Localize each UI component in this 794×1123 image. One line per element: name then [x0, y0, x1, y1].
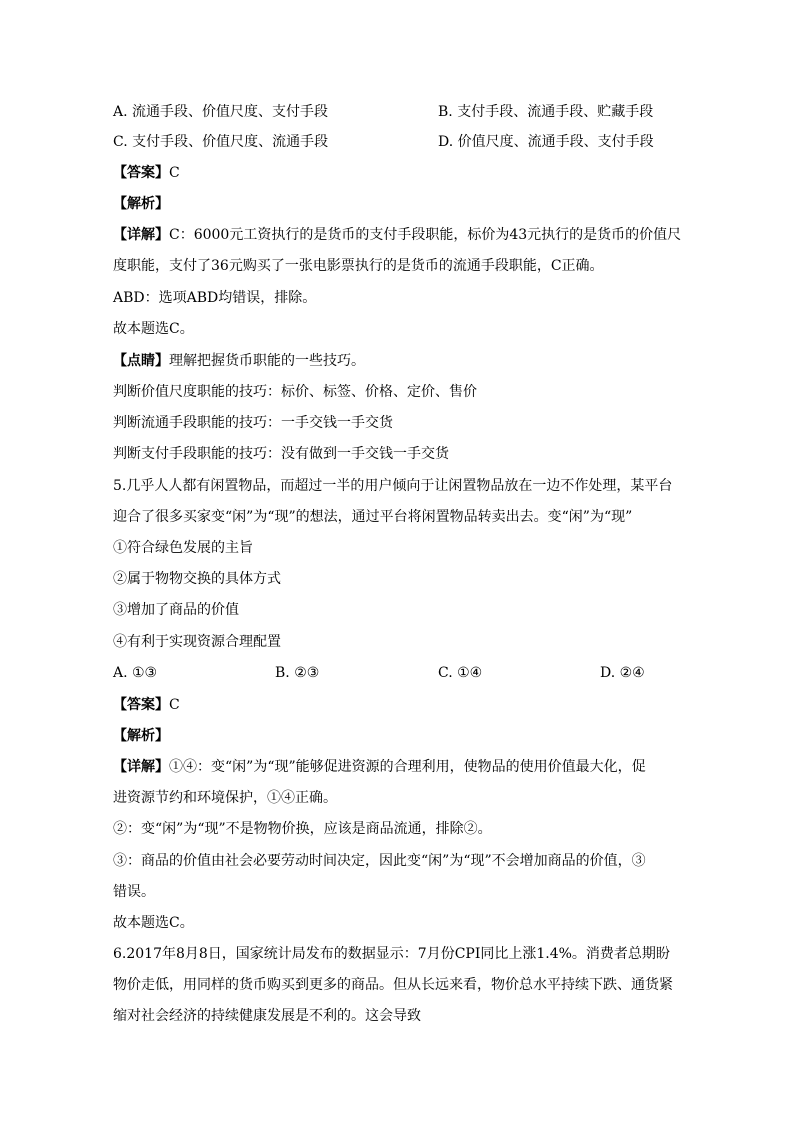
q5-detail-1 — [113, 757, 684, 777]
q4-answer-label: 【答案】 — [113, 165, 169, 181]
q6-stem-2: 物价走低，用同样的货币购买到更多的商品。但从长远来看，物价总水平持续下跌、通货紧 — [113, 977, 673, 993]
q5-answer-label: 【答案】 — [113, 697, 169, 713]
q4-detail-label: 【详解】 — [113, 227, 169, 243]
q4-tip-2: 判断价值尺度职能的技巧：标价、标签、价格、定价、售价 — [113, 384, 477, 400]
q5-analysis-label: 【解析】 — [113, 728, 169, 744]
q5-option-d: D. ②④ — [600, 665, 645, 681]
q4-option-a: A. 流通手段、价值尺度、支付手段 — [113, 104, 329, 120]
q4-option-b: B. 支付手段、流通手段、贮藏手段 — [438, 104, 654, 120]
q4-options-row-2 — [113, 132, 684, 152]
q5-stem-1: 5.几乎人人都有闲置物品，而超过一半的用户倾向于让闲置物品放在一边不作处理，某平台 — [113, 478, 673, 494]
q4-tip-3: 判断流通手段职能的技巧：一手交钱一手交货 — [113, 415, 393, 431]
q4-answer — [113, 163, 684, 183]
q5-answer-value: C — [169, 697, 180, 713]
q4-conclusion: 故本题选C。 — [113, 321, 194, 337]
q4-detail-2: 度职能，支付了36元购买了一张电影票执行的是货币的流通手段职能，C正确。 — [113, 258, 604, 274]
q6-stem-3: 缩对社会经济的持续健康发展是不利的。这会导致 — [113, 1008, 421, 1024]
q4-options-row-1 — [113, 102, 684, 122]
q4-detail-text-1: C：6000元工资执行的是货币的支付手段职能，标价为43元执行的是货币的价值尺 — [169, 227, 682, 243]
q5-detail-5: 错误。 — [113, 884, 155, 900]
q5-detail-3: ②：变“闲”为“现”不是物物价换，应该是商品流通，排除②。 — [113, 821, 492, 837]
q5-stem-2: 迎合了很多买家变“闲”为“现”的想法，通过平台将闲置物品转卖出去。变“闲”为“现” — [113, 509, 633, 525]
q5-statement-2: ②属于物物交换的具体方式 — [113, 571, 281, 587]
q4-tip-text: 理解把握货币职能的一些技巧。 — [169, 353, 365, 369]
q5-detail-4: ③：商品的价值由社会必要劳动时间决定，因此变“闲”为“现”不会增加商品的价值，③ — [113, 853, 646, 869]
q5-options-row — [113, 663, 684, 683]
q5-detail-text-1: ①④：变“闲”为“现”能够促进资源的合理利用，使物品的使用价值最大化，促 — [169, 759, 646, 775]
q5-option-b: B. ②③ — [275, 665, 320, 681]
q4-answer-value: C — [169, 165, 180, 181]
q4-detail-1 — [113, 225, 684, 245]
q6-stem-1: 6.2017年8月8日，国家统计局发布的数据显示：7月份CPI同比上涨1.4%。消费者总期盼 — [113, 946, 670, 962]
q5-statement-3: ③增加了商品的价值 — [113, 602, 239, 618]
q4-tip-label: 【点睛】 — [113, 353, 169, 369]
q4-tip-4: 判断支付手段职能的技巧：没有做到一手交钱一手交货 — [113, 446, 449, 462]
q5-option-c: C. ①④ — [438, 665, 483, 681]
q4-detail-3: ABD：选项ABD均错误，排除。 — [113, 290, 317, 306]
q4-analysis-label: 【解析】 — [113, 196, 169, 212]
q5-option-a: A. ①③ — [113, 665, 158, 681]
q5-conclusion: 故本题选C。 — [113, 915, 194, 931]
q4-option-d: D. 价值尺度、流通手段、支付手段 — [438, 134, 654, 150]
q5-statement-1: ①符合绿色发展的主旨 — [113, 540, 253, 556]
q4-tip — [113, 351, 684, 371]
q5-detail-2: 进资源节约和环境保护，①④正确。 — [113, 790, 337, 806]
q5-answer — [113, 695, 684, 715]
q5-detail-label: 【详解】 — [113, 759, 169, 775]
q4-option-c: C. 支付手段、价值尺度、流通手段 — [113, 134, 329, 150]
q5-statement-4: ④有利于实现资源合理配置 — [113, 634, 281, 650]
